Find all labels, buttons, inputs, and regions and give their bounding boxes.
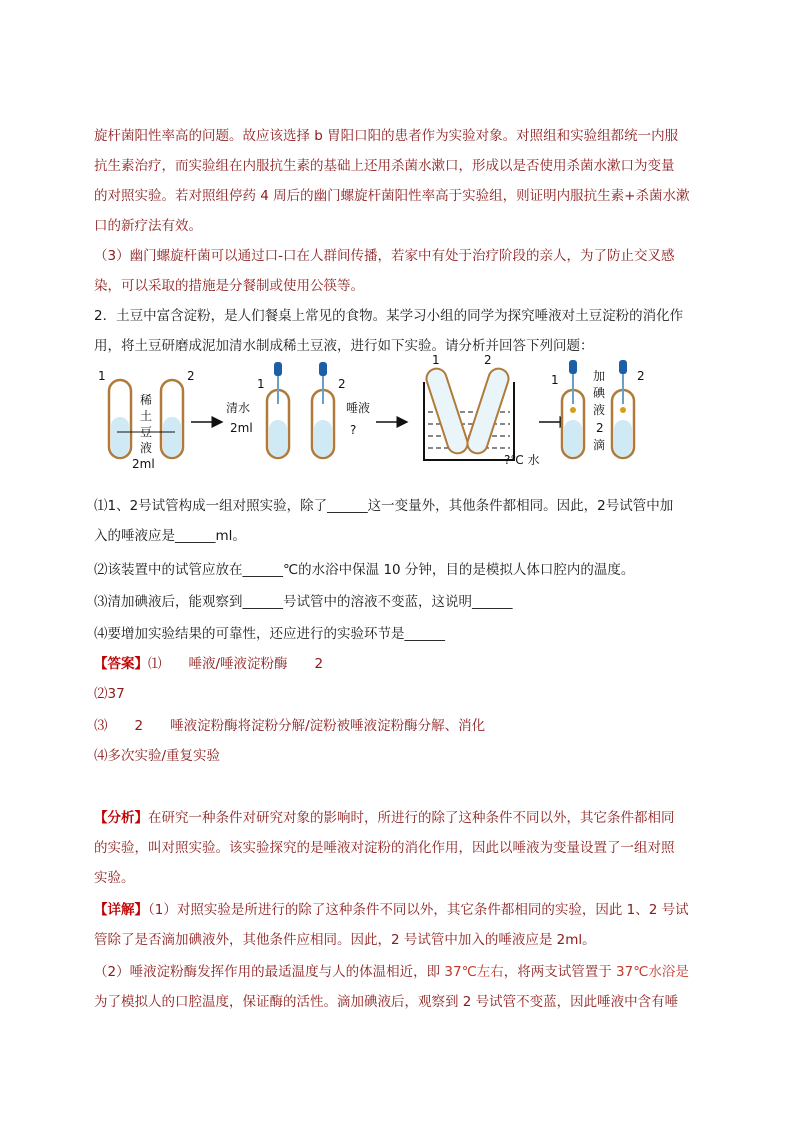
analysis-text: 在研究一种条件对研究对象的影响时，所进行的除了这种条件不同以外，其它条件都相同 bbox=[148, 810, 675, 826]
question-stem: 用，将土豆研磨成泥加清水制成稀土豆液，进行如下实验。请分析并回答下列问题： bbox=[94, 338, 594, 354]
answer-3: ⑶ 2 唾液淀粉酶将淀粉分解/淀粉被唾液淀粉酶分解、消化 bbox=[94, 718, 486, 734]
tube-label-1: 1 bbox=[257, 377, 265, 391]
text-line: 抗生素治疗，而实验组在内服抗生素的基础上还用杀菌水漱口，形成以是否使用杀菌水漱口为变量 bbox=[94, 158, 675, 174]
detail-text: 管除了是否滴加碘液外，其他条件应相同。因此，2 号试管中加入的唾液应是 2ml。 bbox=[94, 932, 596, 948]
detail-line bbox=[94, 900, 689, 920]
bath-label: ?℃ 水 bbox=[504, 453, 540, 467]
answer-line bbox=[94, 654, 323, 674]
tube-label-2: 2 bbox=[484, 353, 492, 367]
analysis-text: 的实验，叫对照实验。该实验探究的是唾液对淀粉的消化作用，因此以唾液为变量设置了一组对照 bbox=[94, 840, 675, 856]
iodine-label: 2 bbox=[596, 421, 604, 435]
text-line: （3）幽门螺旋杆菌可以通过口-口在人群间传播，若家中有处于治疗阶段的亲人，为了防止交叉感 bbox=[94, 248, 675, 264]
answer-2: ⑵37 bbox=[94, 686, 125, 702]
water-bath-beaker bbox=[424, 353, 540, 467]
tube-label-2: 2 bbox=[187, 369, 195, 383]
tube-label-2: 2 bbox=[338, 377, 346, 391]
tube-label-1: 1 bbox=[98, 369, 106, 383]
analysis-line bbox=[94, 808, 675, 828]
question-stem: 2．土豆中富含淀粉，是人们餐桌上常见的食物。某学习小组的同学为探究唾液对土豆淀粉的消化作 bbox=[94, 308, 684, 324]
water-amount: 2ml bbox=[230, 421, 253, 435]
water-label: 清水 bbox=[226, 401, 251, 415]
saliva-label: 唾液 bbox=[346, 401, 371, 415]
iodine-label: 液 bbox=[593, 403, 606, 417]
amount-label: 2ml bbox=[132, 457, 155, 471]
sub-question: ⑴1、2号试管构成一组对照实验，除了______这一变量外，其他条件都相同。因此，2号试管中加 bbox=[94, 498, 674, 514]
stage1-tubes bbox=[98, 369, 195, 471]
tube-label-1: 1 bbox=[551, 373, 559, 387]
sub-question: 入的唾液应是______ml。 bbox=[94, 528, 246, 544]
stage2-tubes bbox=[226, 362, 370, 458]
answer-1: ⑴ 唾液/唾液淀粉酶 2 bbox=[148, 656, 324, 672]
detail-tag: 【详解】 bbox=[94, 902, 148, 918]
tube-label-1: 1 bbox=[432, 353, 440, 367]
text-line: 的对照实验。若对照组停药 4 周后的幽门螺旋杆菌阳性率高于实验组，则证明内服抗生素+杀菌水漱 bbox=[94, 188, 690, 204]
liquid-label: 豆 bbox=[140, 425, 153, 439]
tube-label-2: 2 bbox=[637, 369, 645, 383]
detail-text: 为了模拟人的口腔温度，保证酶的活性。滴加碘液后，观察到 2 号试管不变蓝，因此唾液中含有唾 bbox=[94, 994, 679, 1010]
detail-text: （1）对照实验是所进行的除了这种条件不同以外，其它条件都相同的实验，因此 1、2 号试 bbox=[148, 902, 689, 918]
detail-text-part: ，将两支试管置于 bbox=[503, 964, 617, 980]
question-mark: ? bbox=[350, 423, 357, 437]
text-line: 口的新疗法有效。 bbox=[94, 218, 202, 234]
text-line: 旋杆菌阳性率高的问题。故应该选择 b 胃阳口阳的患者作为实验对象。对照组和实验组都统一内服 bbox=[94, 128, 679, 144]
iodine-label: 加 bbox=[593, 369, 606, 383]
liquid-label: 土 bbox=[140, 409, 153, 423]
detail-text-part: （2）唾液淀粉酶发挥作用的最适温度与人的体温相近，即 bbox=[94, 964, 445, 980]
liquid-label: 稀 bbox=[140, 393, 153, 407]
highlight-temp: 37℃水浴是 bbox=[616, 964, 689, 980]
sub-question: ⑶清加碘液后，能观察到______号试管中的溶液不变蓝，这说明______ bbox=[94, 594, 513, 610]
experiment-svg bbox=[94, 352, 694, 472]
sub-question: ⑵该装置中的试管应放在______℃的水浴中保温 10 分钟，目的是模拟人体口腔内的温度。 bbox=[94, 562, 635, 578]
answer-tag: 【答案】 bbox=[94, 656, 148, 672]
answer-4: ⑷多次实验/重复实验 bbox=[94, 748, 221, 764]
stage4-tubes bbox=[551, 360, 645, 458]
analysis-tag: 【分析】 bbox=[94, 810, 148, 826]
iodine-label: 碘 bbox=[593, 386, 606, 400]
experiment-diagram bbox=[94, 352, 694, 472]
iodine-label: 滴 bbox=[593, 438, 606, 452]
sub-question: ⑷要增加实验结果的可靠性，还应进行的实验环节是______ bbox=[94, 626, 445, 642]
text-line: 染，可以采取的措施是分餐制或使用公筷等。 bbox=[94, 278, 364, 294]
highlight-temp: 37℃左右 bbox=[444, 964, 504, 980]
detail-text bbox=[94, 962, 689, 982]
liquid-label: 液 bbox=[140, 441, 153, 455]
analysis-text: 实验。 bbox=[94, 870, 135, 886]
